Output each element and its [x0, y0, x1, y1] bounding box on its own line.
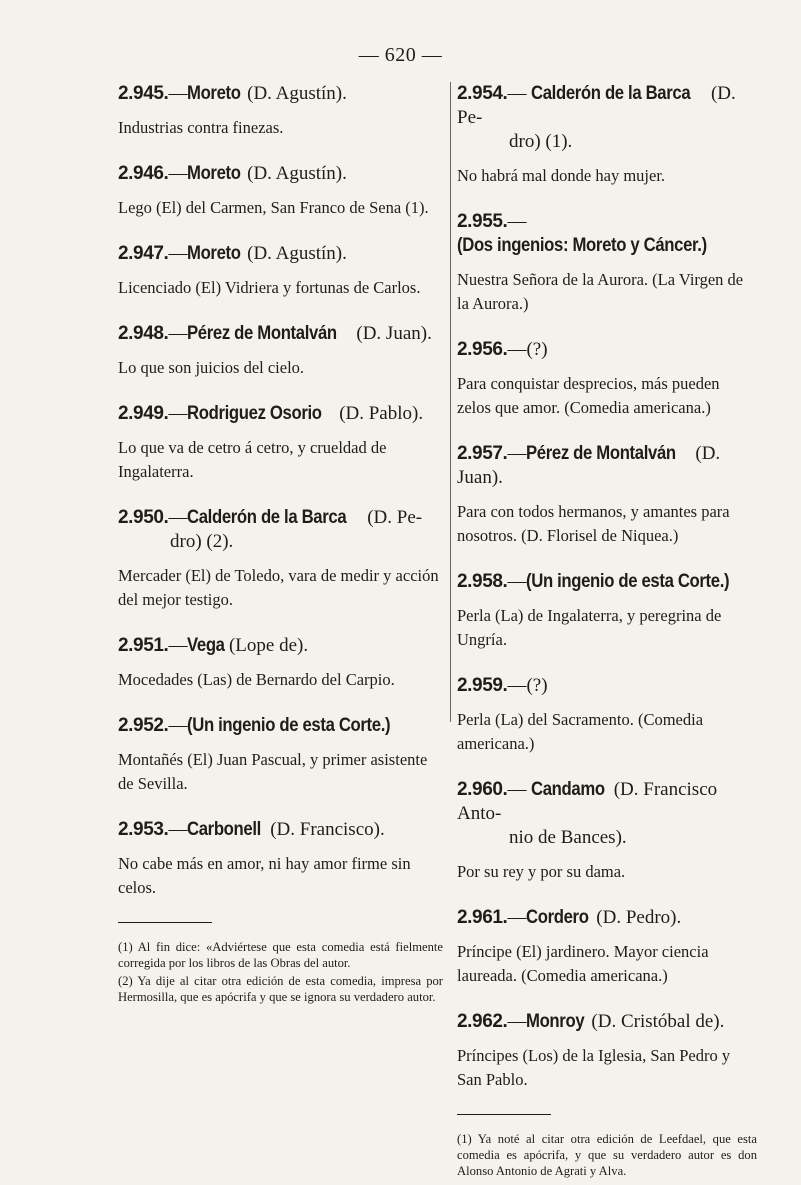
entry-separator: —: [507, 443, 527, 464]
footnote: (1) Al fin dice: «Adviértese que esta comedia está fielmente corregida por los libros de las Obras del autor.: [118, 940, 443, 970]
catalog-entry: [457, 674, 757, 756]
entry-title: Lo que va de cetro á cetro, y crueldad de Ingalaterra.: [118, 438, 387, 481]
catalog-entry: [457, 1010, 757, 1092]
entry-author-qualifier: (Lope de).: [228, 635, 309, 656]
catalog-entry: [118, 818, 443, 900]
entry-author: Monroy: [526, 1011, 585, 1032]
entry-number: 2.961.: [457, 907, 508, 928]
entry-author: Pérez de Montalván: [526, 443, 677, 464]
entry-author: Vega: [187, 635, 226, 656]
entry-separator: —: [168, 819, 188, 840]
entry-heading: [457, 674, 757, 698]
entry-number: 2.950.: [118, 507, 169, 528]
entry-number: 2.945.: [118, 83, 169, 104]
entry-author: Candamo: [531, 779, 605, 800]
entry-title: Mercader (El) de Toledo, vara de medir y acción del mejor testigo.: [118, 566, 439, 609]
entry-heading: [457, 82, 757, 154]
entry-author: Moreto: [187, 243, 242, 264]
entry-heading: [118, 506, 443, 554]
column-divider: [450, 82, 451, 722]
entry-author: Rodriguez Osorio: [187, 403, 323, 424]
entry-heading: [118, 634, 443, 658]
entry-author-qualifier-continued: nio de Bances).: [509, 827, 627, 848]
footnote-rule: [118, 922, 212, 923]
entry-separator: —: [168, 635, 188, 656]
entry-heading: [457, 1010, 757, 1034]
entry-number: 2.962.: [457, 1011, 508, 1032]
entry-author-qualifier: (D. Pe-: [457, 83, 736, 128]
entry-separator: —: [168, 323, 188, 344]
catalog-entry: [457, 778, 757, 884]
entry-title: Licenciado (El) Vidriera y fortunas de Carlos.: [118, 278, 421, 297]
catalog-entry: [118, 506, 443, 612]
entry-author: Pérez de Montalván: [187, 323, 338, 344]
catalog-entry: [118, 322, 443, 380]
entry-separator: —: [507, 339, 527, 360]
entry-title: Perla (La) de Ingalaterra, y peregrina de Ungría.: [457, 606, 722, 649]
entry-author: Moreto: [187, 83, 242, 104]
footnote: (2) Ya dije al citar otra edición de esta comedia, impresa por Hermosilla, que es apócrifa y que se ignora su verdadero autor.: [118, 974, 443, 1004]
entry-author: Calderón de la Barca: [531, 83, 691, 104]
entry-number: 2.959.: [457, 675, 508, 696]
catalog-entry: [457, 570, 757, 652]
entry-title: Mocedades (Las) de Bernardo del Carpio.: [118, 670, 395, 689]
entry-separator: —: [168, 403, 188, 424]
entry-author-qualifier: (D. Agustín).: [247, 163, 347, 184]
entry-number: 2.953.: [118, 819, 169, 840]
entry-number: 2.960.: [457, 779, 508, 800]
entry-number: 2.949.: [118, 403, 169, 424]
entry-heading: [118, 402, 443, 426]
catalog-entry: [457, 82, 757, 188]
catalog-entry: [118, 634, 443, 692]
catalog-entry: [457, 906, 757, 988]
entry-heading: [457, 570, 757, 594]
entry-heading: [118, 818, 443, 842]
entry-number: 2.952.: [118, 715, 169, 736]
entry-heading: [457, 210, 757, 258]
catalog-entry: [118, 402, 443, 484]
entry-heading: [457, 778, 757, 850]
entry-separator: —: [168, 715, 188, 736]
entry-title: Perla (La) del Sacramento. (Comedia americana.): [457, 710, 704, 753]
entry-title: Industrias contra finezas.: [118, 118, 284, 137]
catalog-entry: [118, 162, 443, 220]
entry-separator: —: [507, 1011, 527, 1032]
entry-title: Nuestra Señora de la Aurora. (La Virgen de la Aurora.): [457, 270, 744, 313]
page-number: — 620 —: [358, 44, 443, 66]
footnote-rule: [457, 1114, 551, 1115]
entry-number: 2.947.: [118, 243, 169, 264]
entry-separator: —: [507, 779, 532, 800]
entry-title: Lego (El) del Carmen, San Franco de Sena (1).: [118, 198, 429, 217]
entry-heading: [457, 442, 757, 490]
entry-author-qualifier: (D. Francisco).: [270, 819, 385, 840]
entry-author: Carbonell: [187, 819, 262, 840]
entry-separator: —: [168, 243, 188, 264]
entry-separator: —: [507, 571, 527, 592]
entry-heading: [118, 322, 443, 346]
entry-author-qualifier: (?): [526, 675, 548, 696]
entry-separator: —: [168, 163, 188, 184]
entry-title: No habrá mal donde hay mujer.: [457, 166, 666, 185]
entry-author-qualifier: (D. Agustín).: [247, 243, 347, 264]
entry-author: Cordero: [526, 907, 590, 928]
entry-author-qualifier: (?): [526, 339, 548, 360]
entry-number: 2.951.: [118, 635, 169, 656]
left-column: [118, 82, 443, 1007]
entry-separator: —: [168, 83, 188, 104]
entry-author-qualifier: (D. Pe-: [367, 507, 423, 528]
catalog-entry: [118, 242, 443, 300]
entry-title: Montañés (El) Juan Pascual, y primer asistente de Sevilla.: [118, 750, 428, 793]
entry-number: 2.948.: [118, 323, 169, 344]
catalog-entry: [457, 442, 757, 548]
entry-title: Para conquistar desprecios, más pueden zelos que amor. (Comedia americana.): [457, 374, 720, 417]
entry-author-qualifier: (D. Francisco Anto-: [457, 779, 718, 824]
entry-author: (Un ingenio de esta Corte.): [526, 571, 730, 592]
entry-author: (Dos ingenios: Moreto y Cáncer.): [457, 235, 707, 256]
catalog-entry: [457, 338, 757, 420]
entry-number: 2.956.: [457, 339, 508, 360]
entry-author-qualifier: (D. Pedro).: [596, 907, 682, 928]
entry-title: Por su rey y por su dama.: [457, 862, 626, 881]
entry-number: 2.955.: [457, 211, 508, 232]
entry-author-qualifier: (D. Cristóbal de).: [591, 1011, 725, 1032]
entry-title: No cabe más en amor, ni hay amor firme sin celos.: [118, 854, 411, 897]
entry-number: 2.957.: [457, 443, 508, 464]
catalog-entry: [118, 714, 443, 796]
right-column: [457, 82, 757, 1181]
entry-title: Príncipe (El) jardinero. Mayor ciencia laureada. (Comedia americana.): [457, 942, 709, 985]
entry-heading: [118, 242, 443, 266]
footnote: (1) Ya noté al citar otra edición de Leefdael, que esta comedia es apócrifa, y que su verdadero autor es don Alonso Antonio de Agrati y Alva.: [457, 1132, 757, 1178]
entry-separator: —: [168, 507, 188, 528]
catalog-entry: [118, 82, 443, 140]
entry-separator: —: [507, 675, 527, 696]
entry-author-qualifier: (D. Juan).: [356, 323, 432, 344]
entry-number: 2.946.: [118, 163, 169, 184]
entry-heading: [118, 714, 443, 738]
entry-heading: [457, 338, 757, 362]
entry-heading: [118, 82, 443, 106]
entry-author: Calderón de la Barca: [187, 507, 347, 528]
entry-author-qualifier-continued: dro) (1).: [509, 131, 573, 152]
entry-author-qualifier-continued: dro) (2).: [170, 531, 234, 552]
entry-title: Lo que son juicios del cielo.: [118, 358, 305, 377]
entry-author-qualifier: (D. Juan).: [457, 443, 721, 488]
entry-title: Para con todos hermanos, y amantes para nosotros. (D. Florisel de Niquea.): [457, 502, 730, 545]
entry-author: Moreto: [187, 163, 242, 184]
entry-author: (Un ingenio de esta Corte.): [187, 715, 391, 736]
entry-number: 2.954.: [457, 83, 508, 104]
entry-heading: [457, 906, 757, 930]
entry-author-qualifier: (D. Pablo).: [339, 403, 424, 424]
entry-separator: —: [507, 907, 527, 928]
entry-number: 2.958.: [457, 571, 508, 592]
entry-heading: [118, 162, 443, 186]
entry-title: Príncipes (Los) de la Iglesia, San Pedro y San Pablo.: [457, 1046, 731, 1089]
entry-separator: —: [507, 211, 527, 232]
entry-separator: —: [507, 83, 532, 104]
entry-author-qualifier: (D. Agustín).: [247, 83, 347, 104]
catalog-entry: [457, 210, 757, 316]
